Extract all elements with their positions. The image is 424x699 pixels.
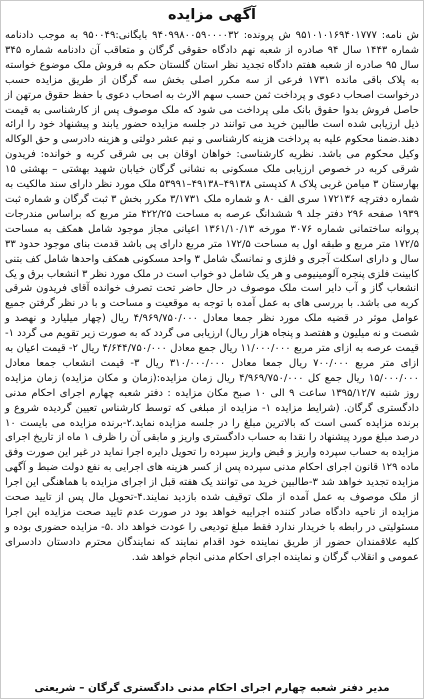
notice-title: آگهی مزایده [167, 7, 257, 23]
notice-footer-signature: مدیر دفتر شعبه چهارم اجرای احکام مدنی دادگستری گرگان – شریعتی [34, 682, 390, 694]
notice-body: ش نامه: ۹۵۱۰۱۰۱۶۹۴۰۱۷۷۷ ش پرونده: ۹۴۰۹۹۸۰۰۵۹۰۰۰۰۳۲ بایگانی:۹۵۰۰۴۹ به موجب دادنامه شماره ۱۴۴۳ سال ۹۴ صادره از شعبه نهم دادگاه حقوقی گرگان و متعاقب آن دادنامه شماره ۳۴۵ سال ۹۵ صادره از شعبه هفتم دادگاه تجدید نظر استان گلستان حکم به فروش ملک موضوع خواسته به پلاک باقی مانده ۱۷۳۱ فرعی از سه مکرر اصلی بخش سه گرگان از طریق مزایده حسب درخواست اصحاب دعوی و پرداخت ثمن حسب سهم الارث به اصحاب دعوی با حفظ حقوق مرتهن از حاصل فروش بدوا حقوق بانک ملی پرداخت می شود که ملک موصوف پس از کارشناسی به قیمت ذیل ارزیابی شده است طالبین خرید می توانند در جلسه مزایده حضور یابند و پیشنهاد خود را ارائه دهند.ضمنا محکوم علیه به پرداخت هزینه کارشناسی و نیم عشر دولتی و هزینه دادرسی و حق الوکاله وکیل محکوم می باشد. نظریه کارشناسی: خواهان اوقان بی بی شرقی کربه و خوانده: فریدون شرقی کربه در خصوص ارزیابی ملک مسکونی به نشانی گرگان خیابان شهید بهشتی – بهشتی ۱۵ بهارستان ۳ میامن غربی پلاک ۸ کدپستی ۴۹۱۳۸–۴۹۱۳۸–۵۳۹۹۱ ملک مورد نظر دارای سند مالکیت به شماره دفترچه ۱۷۲۱۳۶ سری الف ۸۰ و شماره ملک ۳/۱۷۳۱ مکرر بخش ۳ ثبت گرگان و شماره ثبت ۱۹۳۹ صفحه ۲۹۶ دفتر جلد ۹ ششدانگ عرصه به مساحت ۴۲۲/۲۵ متر مربع که براساس مندرجات پروانه ساختمانی شماره ۳۰۷۶ مورخه ۱۳۶۱/۱۰/۱۳ اعیانی مجاز موجود شامل همکف به مساحت ۱۷۲/۵ متر مربع و طبقه اول به مساحت ۱۷۲/۵ متر مربع دارای پی باشد قدمت بنای موجود حدود ۳۳ سال و دارای اسکلت آجری و فلزی و نمانسگ شامل ۳ واحد مسکونی همکف واحدها شامل کف بتنی کابینت فلزی پنجره آلومینیومی و هر یک شامل دو خواب است در ملک مورد نظر ۳ انشعاب برق و یک انشعاب گاز و آب دایر است ملک موصوف در حال حاضر تحت تصرف خوانده آقای فریدون شرقی کربه می باشد. با بررسی های به عمل آمده با توجه به موقعیت و مساحت و با در نظر گرفتن جمیع عوامل موثر در قضیه ملک مورد نظر جمعا معادل ۴/۹۶۹/۷۵۰/۰۰۰ ریال (چهار میلیارد و نهصد و شصت و نه میلیون و هفتصد و پنجاه هزار ریال) ارزیابی می گردد که به صورت زیر تقویم می گردد ۱- قیمت عرصه به ازای متر مربع ۱۱/۰۰۰/۰۰۰ ریال جمع معادل ۴/۶۴۴/۷۵۰/۰۰۰ ریال ۲- قیمت اعیان به ازای متر مربع ۷۰۰/۰۰۰ ریال جمعا معادل ۳۱۰/۰۰۰/۰۰۰ ریال ۳- قیمت انشعاب جمعا معادل ۱۵/۰۰۰/۰۰۰ ریال جمع کل ۴/۹۶۹/۷۵۰/۰۰۰ ریال زمان مزایده:(زمان و مکان مزایده) زمان مزایده روز شنبه ۱۳۹۵/۱۲/۷ ساعت ۹ الی ۱۰ صبح مکان مزایده : دفتر شعبه چهارم اجرای احکام مدنی دادگستری گرگان. (شرایط مزایده ۱- مزایده از مبلغی که توسط کارشناس تعیین گردیده شروع و برنده مزایده کسی است که بالاترین مبلغ را در جلسه مزایده نماید.۲-برنده مزایده می بایست ۱۰ درصد مبلغ مورد پیشنهاد را نقدا به حساب دادگستری واریز و مابقی آن را ظرف ۱ ماه از تاریخ اجرای مزایده به حساب سپرده واریز و قبض واریز سپرده را تحویل دایره اجرا نماید در غیر این صورت وفق ماده ۱۲۹ قانون اجرای احکام مدنی سپرده پس از کسر هزینه های اجرایی به نفع دولت ضبط و آگهی مزایده تجدید خواهد شد ۳-طالبین خرید می توانند یک هفته قبل از اجرای مزایده با هماهنگی این اجرا از ملک موصوف به عمل آمده از ملک توقیف شده بازدید نمایند.۴-تحویل مال پس از تایید صحت مزایده از ناحیه دادگاه صادر کننده اجراییه خواهد بود در صورت عدم تایید صحت مزایده این اجرا مسئولیتی در رابطه با خریدار ندارد فقط مبلغ تودیعی را عودت خواهد داد .۵- مزایده حضوری بوده و کلیه علاقمندان حضور از طریق نماینده خود اقدام نمایند که نمایندگان محترم دادستان دادسرای عمومی و انقلاب گرگان و نماینده اجرای احکام مدنی انجام خواهد شد. [5, 30, 420, 563]
